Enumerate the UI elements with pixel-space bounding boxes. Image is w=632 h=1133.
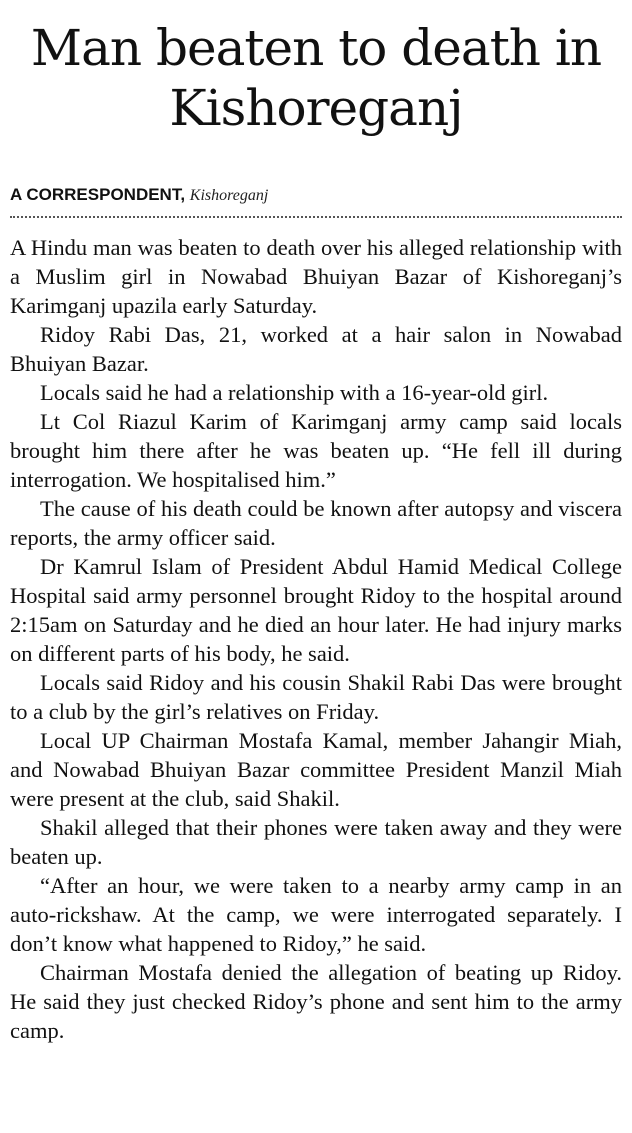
dotted-divider [10, 216, 622, 218]
byline [10, 185, 268, 206]
byline-location: Kishoreganj [189, 187, 269, 204]
paragraph: The cause of his death could be known after autopsy and viscera reports, the army officer said. [10, 496, 622, 550]
paragraph: A Hindu man was beaten to death over his alleged relationship with a Muslim girl in Nowabad Bhuiyan Bazar of Kishoreganj’s Karimganj upazila early Saturday. [10, 235, 622, 318]
paragraph: Ridoy Rabi Das, 21, worked at a hair salon in Nowabad Bhuiyan Bazar. [10, 322, 622, 376]
paragraph: Locals said Ridoy and his cousin Shakil Rabi Das were brought to a club by the girl’s relatives on Friday. [10, 670, 622, 724]
paragraph: Dr Kamrul Islam of President Abdul Hamid Medical College Hospital said army personnel brought Ridoy to the hospital around 2:15am on Saturday and he died an hour later. He had injury marks on different parts of his body, he said. [10, 554, 622, 666]
paragraph: Local UP Chairman Mostafa Kamal, member Jahangir Miah, and Nowabad Bhuiyan Bazar committee President Manzil Miah were present at the club, said Shakil. [10, 728, 622, 811]
paragraph: Shakil alleged that their phones were taken away and they were beaten up. [10, 815, 622, 869]
article-body [10, 233, 622, 1045]
paragraph: Chairman Mostafa denied the allegation of beating up Ridoy. He said they just checked Ridoy’s phone and sent him to the army camp. [10, 960, 622, 1043]
paragraph: Lt Col Riazul Karim of Karimganj army camp said locals brought him there after he was beaten up. “He fell ill during interrogation. We hospitalised him.” [10, 409, 622, 492]
byline-author: A CORRESPONDENT, [10, 185, 186, 204]
paragraph: Locals said he had a relationship with a 16-year-old girl. [40, 380, 549, 405]
paragraph: “After an hour, we were taken to a nearby army camp in an auto-rickshaw. At the camp, we were interrogated separately. I don’t know what happened to Ridoy,” he said. [10, 873, 622, 956]
headline: Man beaten to death in Kishoreganj [30, 19, 602, 137]
